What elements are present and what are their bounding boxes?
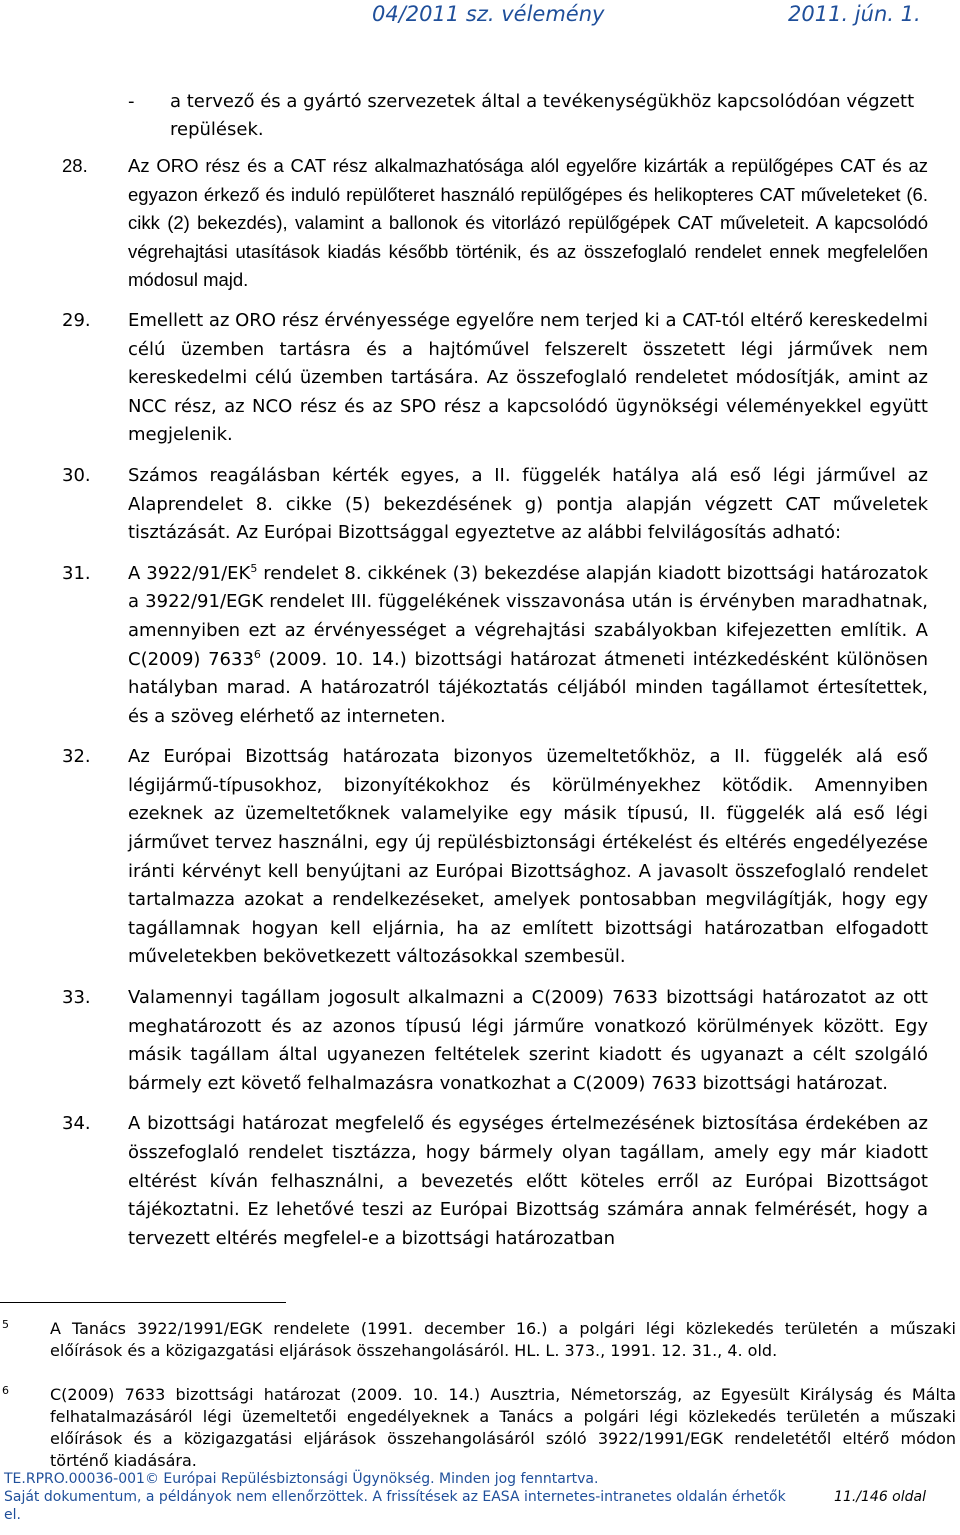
- footnote-number: 6: [2, 1384, 9, 1397]
- paragraph-30: [62, 462, 928, 548]
- paragraph-number: 31.: [62, 562, 91, 584]
- page-body: [0, 88, 960, 1253]
- paragraph-28: [62, 152, 928, 295]
- paragraph-number: 32.: [62, 746, 91, 768]
- paragraph-29: [62, 307, 928, 450]
- paragraph-number: 33.: [62, 987, 91, 1009]
- paragraph-number: 34.: [62, 1113, 91, 1135]
- footnote-5: [0, 1318, 960, 1362]
- page-header: [0, 2, 960, 32]
- footnote-text: C(2009) 7633 bizottsági határozat (2009. 10. 14.) Ausztria, Németország, az Egyesült Királyság és Málta felhatalmazásáról légi üzemeltetői engedélyeknek a Tanács a polgári légi közlekedés területén a műszaki előírások és a közigazgatási eljárások összehangolásáról szóló 3922/1991/EGK rendeletétől eltérő módon történő kiadására.: [50, 1385, 956, 1470]
- paragraph-text-c: (2009. 10. 14.) bizottsági határozat átmeneti intézkedésként különösen hatályban marad. A határozatról tájékoztatás céljából minden tagállamot értesítettek, és a szöveg elérhető az interneten.: [128, 648, 929, 727]
- paragraph-text: Az Európai Bizottság határozata bizonyos üzemeltetőkhöz, a II. függelék alá eső légijármű-típusokhoz, bizonyítékokhoz és körülményekhez kötődik. Amennyiben ezeknek az üzemeltetőknek valamelyike egy másik típusú, II. függelék alá eső légi járművet tervez használni, egy új repülésbiztonsági értékelést és eltérés engedélyezése iránti kérvényt kell benyújtani az Európai Bizottsághoz. A javasolt összefoglaló rendelet tartalmazza azokat a rendelkezéseket, amelyek pontosabban megvilágítják, hogy egy tagállamnak hogyan kell eljárnia, ha az említett bizottsági határozatban elfogadott műveletekben bekövetkezett változásokkal szembesül.: [128, 746, 928, 968]
- paragraph-text-b: rendelet 8. cikkének (3) bekezdése alapján kiadott bizottsági határozatok a 3922/91/EGK rendelet III. függelékének visszavonása után is érvényben maradhatnak, amennyiben ezt az érvényességet a végrehajtási szabályokban kifejezetten említik. A C(2009) 7633: [128, 562, 928, 670]
- dash-marker: -: [128, 91, 135, 112]
- footnote-ref-6[interactable]: 6: [253, 647, 261, 661]
- footnote-text: A Tanács 3922/1991/EGK rendelete (1991. december 16.) a polgári légi közlekedés területén a műszaki előírások és a közigazgatási eljárások összehangolásáról. HL. L. 373., 1991. 12. 31., 4. old.: [50, 1319, 956, 1360]
- document-date: 2011. jún. 1.: [788, 2, 921, 26]
- footnote-number: 5: [2, 1318, 9, 1331]
- disclaimer-line: Saját dokumentum, a példányok nem ellenőrzöttek. A frissítések az EASA internetes-intranetes oldalán érhetők el.: [4, 1489, 786, 1523]
- paragraph-text: Valamennyi tagállam jogosult alkalmazni a C(2009) 7633 bizottsági határozatot az ott meghatározott és az azonos típusú légi járműre vonatkozó körülmények között. Egy másik tagállam által ugyanezen feltételek szerint kiadott és ugyanazt a célt szolgáló bármely ezt követő felhalmazásra vonatkozhat a C(2009) 7633 bizottsági határozat.: [128, 987, 928, 1094]
- paragraph-34: [62, 1110, 928, 1253]
- paragraph-number: 29.: [62, 309, 91, 331]
- paragraph-number: 30.: [62, 464, 91, 486]
- copyright-line: TE.RPRO.00036-001© Európai Repülésbiztonsági Ügynökség. Minden jog fenntartva.: [4, 1471, 599, 1487]
- dash-list-item: [128, 88, 928, 144]
- paragraph-33: [62, 984, 928, 1098]
- page-number: 11./146 oldal: [834, 1489, 926, 1505]
- paragraph-text: A bizottsági határozat megfelelő és egységes értelmezésének biztosítása érdekében az összefoglaló rendelet tisztázza, hogy bármely olyan tagállam, amely egy már kiadott eltérést kíván felhasználni, a bevezetés előtt köteles erről az Európai Bizottságot tájékoztatni. Ez lehetővé teszi az Európai Bizottság számára annak felmérését, hogy a tervezett eltérés megfelel-e a bizottsági határozatban: [128, 1113, 928, 1249]
- paragraph-text: Számos reagálásban kérték egyes, a II. függelék hatálya alá eső légi járművel az Alaprendelet 8. cikke (5) bekezdésének g) pontja alapján végzett CAT műveletek tisztázását. Az Európai Bizottsággal egyeztetve az alábbi felvilágosítás adható:: [128, 464, 928, 544]
- paragraph-text: Az ORO rész és a CAT rész alkalmazhatósága alól egyelőre kizárták a repülőgépes CAT és az egyazon érkező és induló repülőteret használó repülőgépes és helikopteres CAT műveleteket (6. cikk (2) bekezdés), valamint a ballonok és vitorlázó repülőgépek CAT műveleteit. A kapcsolódó végrehajtási utasítások kiadás később történik, és az összefoglaló rendelet ennek megfelelően módosul majd.: [128, 155, 928, 291]
- page-footer: [4, 1470, 956, 1524]
- paragraph-number: 28.: [62, 155, 88, 176]
- dash-item-text: a tervező és a gyártó szervezetek által a tevékenységükhöz kapcsolódóan végzett repülések.: [170, 91, 915, 140]
- footnote-ref-5[interactable]: 5: [250, 561, 258, 575]
- paragraph-text: Emellett az ORO rész érvényessége egyelőre nem terjed ki a CAT-tól eltérő kereskedelmi célú üzemben tartásra és a hajtóművel felszerelt összetett légi járművek nem kereskedelmi célú üzemben tartására. Az összefoglaló rendeletet módosítják, amint az NCC rész, az NCO rész és az SPO rész a kapcsolódó ügynökségi véleményekkel együtt megjelenik.: [128, 309, 928, 446]
- footnote-divider: [0, 1302, 286, 1303]
- paragraph-31: [62, 560, 929, 732]
- footnote-6: [0, 1384, 960, 1472]
- paragraph-32: [62, 743, 928, 972]
- document-id: 04/2011 sz. vélemény: [372, 2, 605, 26]
- paragraph-text-a: A 3922/91/EK: [128, 562, 251, 584]
